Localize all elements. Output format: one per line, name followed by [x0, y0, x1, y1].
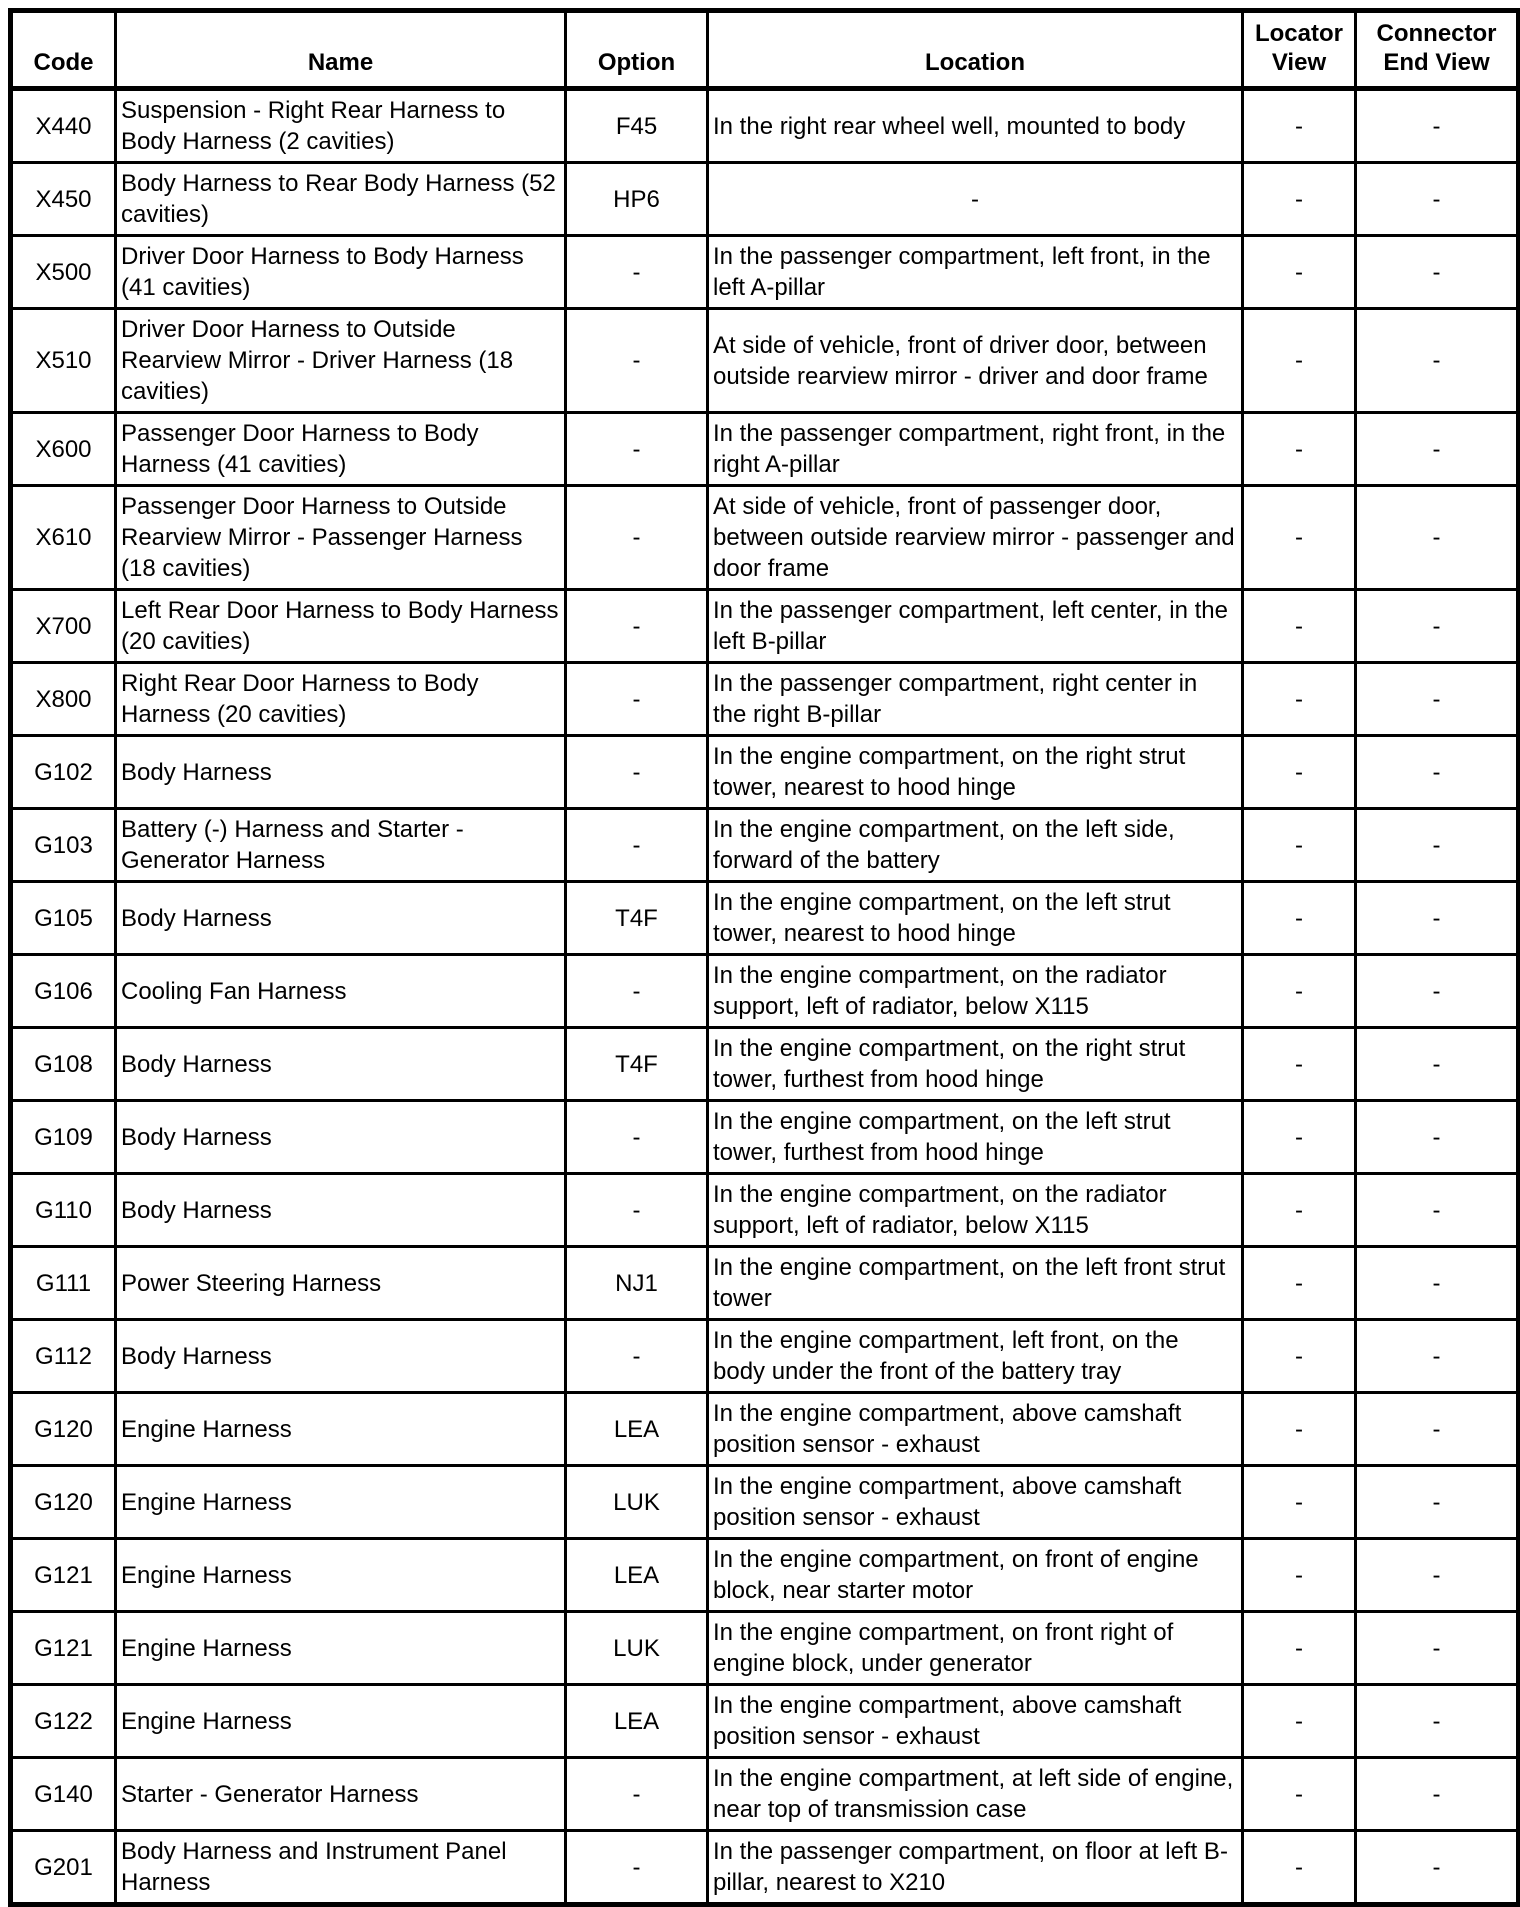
option-cell: NJ1	[566, 1247, 708, 1320]
option-cell: -	[566, 1831, 708, 1905]
name-cell: Body Harness	[116, 736, 566, 809]
locator-view-cell: -	[1243, 1393, 1356, 1466]
name-cell: Battery (-) Harness and Starter - Generator Harness	[116, 809, 566, 882]
code-cell: X500	[11, 236, 116, 309]
code-cell: G120	[11, 1466, 116, 1539]
option-cell: LEA	[566, 1685, 708, 1758]
name-cell: Engine Harness	[116, 1466, 566, 1539]
code-cell: X800	[11, 663, 116, 736]
name-cell: Driver Door Harness to Outside Rearview Mirror - Driver Harness (18 cavities)	[116, 309, 566, 413]
location-cell: In the engine compartment, on front right of engine block, under generator	[708, 1612, 1243, 1685]
table-row	[11, 955, 1519, 1028]
option-cell: -	[566, 309, 708, 413]
connector-end-view-cell: -	[1356, 89, 1519, 163]
option-cell: -	[566, 1758, 708, 1831]
name-cell: Engine Harness	[116, 1539, 566, 1612]
name-cell: Power Steering Harness	[116, 1247, 566, 1320]
table-row	[11, 1174, 1519, 1247]
name-cell: Body Harness	[116, 882, 566, 955]
connector-end-view-cell: -	[1356, 1247, 1519, 1320]
header-row	[11, 11, 1519, 89]
code-cell: G109	[11, 1101, 116, 1174]
table-row	[11, 486, 1519, 590]
code-cell: G105	[11, 882, 116, 955]
connector-end-view-cell: -	[1356, 663, 1519, 736]
connector-end-view-cell: -	[1356, 1101, 1519, 1174]
header-connector-end-view: Connector End View	[1356, 11, 1519, 89]
locator-view-cell: -	[1243, 1539, 1356, 1612]
table-row	[11, 1758, 1519, 1831]
connector-table-body	[11, 89, 1519, 1905]
location-cell: In the passenger compartment, right center in the right B-pillar	[708, 663, 1243, 736]
locator-view-cell: -	[1243, 1174, 1356, 1247]
location-cell: -	[708, 163, 1243, 236]
connector-end-view-cell: -	[1356, 236, 1519, 309]
locator-view-cell: -	[1243, 1466, 1356, 1539]
location-cell: In the passenger compartment, left center, in the left B-pillar	[708, 590, 1243, 663]
table-row	[11, 590, 1519, 663]
connector-end-view-cell: -	[1356, 882, 1519, 955]
code-cell: G108	[11, 1028, 116, 1101]
table-row	[11, 1028, 1519, 1101]
connector-end-view-cell: -	[1356, 163, 1519, 236]
table-row	[11, 1685, 1519, 1758]
locator-view-cell: -	[1243, 809, 1356, 882]
option-cell: -	[566, 1174, 708, 1247]
locator-view-cell: -	[1243, 1685, 1356, 1758]
location-cell: In the engine compartment, on the right strut tower, furthest from hood hinge	[708, 1028, 1243, 1101]
name-cell: Passenger Door Harness to Outside Rearview Mirror - Passenger Harness (18 cavities)	[116, 486, 566, 590]
option-cell: LEA	[566, 1393, 708, 1466]
code-cell: X440	[11, 89, 116, 163]
connector-end-view-cell: -	[1356, 955, 1519, 1028]
locator-view-cell: -	[1243, 1101, 1356, 1174]
connector-end-view-cell: -	[1356, 1320, 1519, 1393]
header-code: Code	[11, 11, 116, 89]
header-option: Option	[566, 11, 708, 89]
locator-view-cell: -	[1243, 1612, 1356, 1685]
location-cell: In the engine compartment, on the left front strut tower	[708, 1247, 1243, 1320]
option-cell: -	[566, 1101, 708, 1174]
code-cell: G201	[11, 1831, 116, 1905]
name-cell: Driver Door Harness to Body Harness (41 cavities)	[116, 236, 566, 309]
locator-view-cell: -	[1243, 1758, 1356, 1831]
code-cell: X600	[11, 413, 116, 486]
name-cell: Passenger Door Harness to Body Harness (41 cavities)	[116, 413, 566, 486]
name-cell: Body Harness to Rear Body Harness (52 cavities)	[116, 163, 566, 236]
code-cell: G140	[11, 1758, 116, 1831]
name-cell: Body Harness	[116, 1028, 566, 1101]
locator-view-cell: -	[1243, 882, 1356, 955]
option-cell: LEA	[566, 1539, 708, 1612]
location-cell: In the engine compartment, above camshaft position sensor - exhaust	[708, 1466, 1243, 1539]
code-cell: G106	[11, 955, 116, 1028]
connector-end-view-cell: -	[1356, 1466, 1519, 1539]
locator-view-cell: -	[1243, 486, 1356, 590]
option-cell: T4F	[566, 882, 708, 955]
locator-view-cell: -	[1243, 955, 1356, 1028]
header-locator-view: Locator View	[1243, 11, 1356, 89]
connector-end-view-cell: -	[1356, 590, 1519, 663]
code-cell: G121	[11, 1539, 116, 1612]
table-row	[11, 809, 1519, 882]
connector-end-view-cell: -	[1356, 1612, 1519, 1685]
location-cell: In the engine compartment, on the left strut tower, furthest from hood hinge	[708, 1101, 1243, 1174]
code-cell: G111	[11, 1247, 116, 1320]
code-cell: G102	[11, 736, 116, 809]
location-cell: In the engine compartment, above camshaft position sensor - exhaust	[708, 1685, 1243, 1758]
table-row	[11, 413, 1519, 486]
connector-end-view-cell: -	[1356, 1685, 1519, 1758]
locator-view-cell: -	[1243, 1320, 1356, 1393]
option-cell: -	[566, 590, 708, 663]
connector-end-view-cell: -	[1356, 413, 1519, 486]
table-row	[11, 736, 1519, 809]
location-cell: In the engine compartment, on the left side, forward of the battery	[708, 809, 1243, 882]
table-row	[11, 1831, 1519, 1905]
location-cell: In the engine compartment, on the right strut tower, nearest to hood hinge	[708, 736, 1243, 809]
name-cell: Left Rear Door Harness to Body Harness (20 cavities)	[116, 590, 566, 663]
code-cell: G121	[11, 1612, 116, 1685]
connector-end-view-cell: -	[1356, 1539, 1519, 1612]
location-cell: In the passenger compartment, on floor at left B-pillar, nearest to X210	[708, 1831, 1243, 1905]
table-row	[11, 1101, 1519, 1174]
locator-view-cell: -	[1243, 309, 1356, 413]
table-row	[11, 1539, 1519, 1612]
connector-end-view-cell: -	[1356, 309, 1519, 413]
location-cell: In the engine compartment, on the left strut tower, nearest to hood hinge	[708, 882, 1243, 955]
name-cell: Suspension - Right Rear Harness to Body Harness (2 cavities)	[116, 89, 566, 163]
locator-view-cell: -	[1243, 236, 1356, 309]
header-location: Location	[708, 11, 1243, 89]
connector-end-view-cell: -	[1356, 1393, 1519, 1466]
name-cell: Engine Harness	[116, 1612, 566, 1685]
location-cell: At side of vehicle, front of driver door, between outside rearview mirror - driver and door frame	[708, 309, 1243, 413]
locator-view-cell: -	[1243, 1831, 1356, 1905]
code-cell: G122	[11, 1685, 116, 1758]
locator-view-cell: -	[1243, 736, 1356, 809]
table-row	[11, 89, 1519, 163]
option-cell: -	[566, 1320, 708, 1393]
locator-view-cell: -	[1243, 590, 1356, 663]
option-cell: -	[566, 663, 708, 736]
connector-end-view-cell: -	[1356, 1831, 1519, 1905]
location-cell: In the passenger compartment, right front, in the right A-pillar	[708, 413, 1243, 486]
name-cell: Body Harness	[116, 1101, 566, 1174]
option-cell: -	[566, 736, 708, 809]
location-cell: In the engine compartment, left front, on the body under the front of the battery tray	[708, 1320, 1243, 1393]
option-cell: HP6	[566, 163, 708, 236]
option-cell: -	[566, 809, 708, 882]
table-row	[11, 1247, 1519, 1320]
option-cell: LUK	[566, 1466, 708, 1539]
location-cell: In the passenger compartment, left front, in the left A-pillar	[708, 236, 1243, 309]
locator-view-cell: -	[1243, 89, 1356, 163]
locator-view-cell: -	[1243, 413, 1356, 486]
name-cell: Engine Harness	[116, 1393, 566, 1466]
location-cell: In the engine compartment, on front of engine block, near starter motor	[708, 1539, 1243, 1612]
locator-view-cell: -	[1243, 1028, 1356, 1101]
option-cell: -	[566, 413, 708, 486]
locator-view-cell: -	[1243, 163, 1356, 236]
table-row	[11, 663, 1519, 736]
location-cell: In the engine compartment, above camshaft position sensor - exhaust	[708, 1393, 1243, 1466]
code-cell: G112	[11, 1320, 116, 1393]
option-cell: -	[566, 486, 708, 590]
connector-end-view-cell: -	[1356, 1758, 1519, 1831]
location-cell: At side of vehicle, front of passenger door, between outside rearview mirror - passenger and door frame	[708, 486, 1243, 590]
table-row	[11, 1466, 1519, 1539]
table-row	[11, 1320, 1519, 1393]
code-cell: G103	[11, 809, 116, 882]
table-row	[11, 309, 1519, 413]
connector-end-view-cell: -	[1356, 1174, 1519, 1247]
option-cell: LUK	[566, 1612, 708, 1685]
table-row	[11, 882, 1519, 955]
location-cell: In the engine compartment, at left side of engine, near top of transmission case	[708, 1758, 1243, 1831]
option-cell: F45	[566, 89, 708, 163]
table-header	[11, 11, 1519, 89]
code-cell: G120	[11, 1393, 116, 1466]
code-cell: X450	[11, 163, 116, 236]
option-cell: -	[566, 955, 708, 1028]
name-cell: Body Harness and Instrument Panel Harness	[116, 1831, 566, 1905]
name-cell: Cooling Fan Harness	[116, 955, 566, 1028]
name-cell: Body Harness	[116, 1320, 566, 1393]
code-cell: X610	[11, 486, 116, 590]
connector-end-view-cell: -	[1356, 486, 1519, 590]
name-cell: Right Rear Door Harness to Body Harness (20 cavities)	[116, 663, 566, 736]
code-cell: X700	[11, 590, 116, 663]
name-cell: Body Harness	[116, 1174, 566, 1247]
connector-end-view-cell: -	[1356, 809, 1519, 882]
table-row	[11, 1612, 1519, 1685]
connector-location-table	[8, 8, 1520, 1907]
option-cell: T4F	[566, 1028, 708, 1101]
name-cell: Starter - Generator Harness	[116, 1758, 566, 1831]
table-row	[11, 236, 1519, 309]
connector-end-view-cell: -	[1356, 1028, 1519, 1101]
location-cell: In the engine compartment, on the radiator support, left of radiator, below X115	[708, 1174, 1243, 1247]
locator-view-cell: -	[1243, 1247, 1356, 1320]
location-cell: In the engine compartment, on the radiator support, left of radiator, below X115	[708, 955, 1243, 1028]
code-cell: X510	[11, 309, 116, 413]
header-name: Name	[116, 11, 566, 89]
location-cell: In the right rear wheel well, mounted to body	[708, 89, 1243, 163]
locator-view-cell: -	[1243, 663, 1356, 736]
table-row	[11, 1393, 1519, 1466]
name-cell: Engine Harness	[116, 1685, 566, 1758]
table-row	[11, 163, 1519, 236]
option-cell: -	[566, 236, 708, 309]
code-cell: G110	[11, 1174, 116, 1247]
connector-end-view-cell: -	[1356, 736, 1519, 809]
